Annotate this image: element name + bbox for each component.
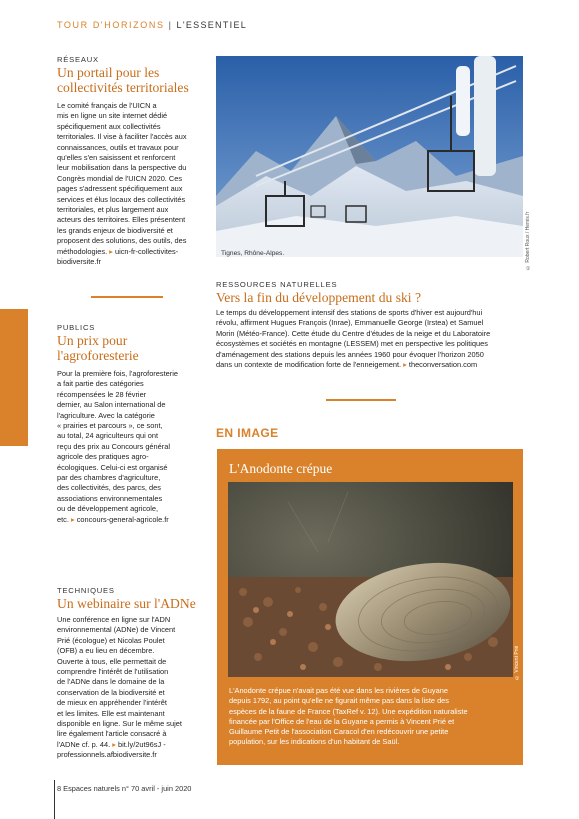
- article2-title: Vers la fin du développement du ski ?: [216, 290, 421, 305]
- section-header: [57, 20, 247, 30]
- body-line: territoriales. Il vise à faciliter l'accès aux: [57, 132, 187, 142]
- article4-link[interactable]: bit.ly/2ut96sJ -: [118, 739, 166, 749]
- body-line: L'Anodonte crépue n'avait pas été vue dans les rivières de Guyane: [229, 686, 448, 695]
- article2-link[interactable]: theconversation.com: [408, 360, 478, 370]
- body-line: de mieux en appréhender l'intérêt: [57, 698, 167, 708]
- body-line: depuis 1792, au point qu'elle ne figurait même pas dans la liste des: [229, 696, 449, 706]
- article1-body: [57, 101, 207, 268]
- body-line: Le temps du développement intensif des stations de sports d'hiver est aujourd'hui: [216, 308, 483, 317]
- body-line: associations environnementales: [57, 493, 163, 503]
- subsection-name: L'ESSENTIEL: [176, 20, 248, 30]
- body-line: [57, 515, 207, 525]
- article1-kicker: RÉSEAUX: [57, 55, 99, 64]
- arrow-icon: ▸: [107, 246, 115, 256]
- photo1-caption: Tignes, Rhône-Alpes.: [221, 250, 285, 257]
- body-line: mis en ligne un site internet dédié: [57, 111, 168, 121]
- body-line: l'agriculture. Avec la catégorie: [57, 410, 155, 420]
- body-line: révolu, affirment Hugues François (Inrae), Emmanuelle George (Irstea) et Samuel: [216, 318, 484, 328]
- body-line: Le comité français de l'UICN a: [57, 101, 157, 110]
- body-line: Guillaume Petit de l'association Caracol d'en redécouvrir une petite: [229, 727, 449, 737]
- body-line: disponible en ligne. Sur le même sujet: [57, 719, 182, 729]
- body-line: de l'ADNe dans le domaine de la: [57, 677, 165, 687]
- body-line: par des chambres d'agriculture,: [57, 473, 161, 483]
- body-line: Une conférence en ligne sur l'ADN: [57, 615, 171, 624]
- body-line: Pour la première fois, l'agroforesterie: [57, 369, 178, 378]
- header-separator: |: [168, 20, 173, 30]
- ski-lift-photo: [216, 56, 523, 257]
- article4-body: [57, 615, 207, 761]
- article1-link-cont[interactable]: biodiversite.fr: [57, 257, 101, 267]
- en-image-caption: [229, 686, 512, 748]
- body-line: « prairies et parcours », ce sont,: [57, 421, 163, 431]
- body-line: ou de développement agricole,: [57, 504, 159, 514]
- article2-kicker: RESSOURCES NATURELLES: [216, 280, 338, 289]
- body-line: (OFB) a eu lieu en décembre.: [57, 646, 155, 656]
- body-line: qu'elles s'en saisissent et renforcent: [57, 153, 176, 163]
- body-line: écologiques. Celui-ci est organisé: [57, 462, 168, 472]
- body-line: conservation de la biodiversité et: [57, 687, 165, 697]
- body-line: agricole des pratiques agro-: [57, 452, 149, 462]
- body-line: spécifiquement aux collectivités: [57, 121, 161, 131]
- body-line: lire également l'article consacré à: [57, 729, 167, 739]
- body-line: Prié (écologue) et Nicolas Poulet: [57, 635, 165, 645]
- article3-kicker: PUBLICS: [57, 323, 96, 332]
- body-line: des collectivités, des parcs, des: [57, 483, 161, 493]
- body-line: environnemental (ADNe) de Vincent: [57, 625, 176, 635]
- footer-rule: [54, 780, 55, 819]
- body-line: acteurs des territoires. Elles présentent: [57, 215, 186, 225]
- article3-link[interactable]: concours-general-agricole.fr: [76, 514, 169, 524]
- body-line: population, sur les indications d'un habitant de Saül.: [229, 737, 400, 747]
- article1-title-line2: collectivités territoriales: [57, 80, 189, 95]
- body-line: services et élus locaux des collectivités: [57, 194, 186, 204]
- body-line: d'aménagement des stations depuis les années 1960 pour évoquer l'horizon 2050: [216, 349, 484, 359]
- article4-kicker: TECHNIQUES: [57, 586, 115, 595]
- line-prefix: l'ADNe cf. p. 44.: [57, 739, 113, 749]
- body-line: Ouverte à tous, elle permettait de: [57, 656, 167, 666]
- body-line: récompensées le 28 février: [57, 389, 147, 399]
- divider: [326, 399, 396, 401]
- en-image-credit: © Vincent Prié: [514, 645, 520, 680]
- article3-title: [57, 333, 139, 363]
- arrow-icon: ▸: [70, 514, 77, 524]
- en-image-title: L'Anodonte crépue: [229, 461, 333, 476]
- body-line: comprendre l'intérêt de l'utilisation: [57, 667, 169, 677]
- body-line: au total, 24 agriculteurs qui ont: [57, 431, 159, 441]
- article1-title: [57, 65, 189, 95]
- section-name: TOUR D'HORIZONS: [57, 20, 165, 30]
- article3-title-line2: l'agroforesterie: [57, 348, 139, 363]
- line-prefix: etc.: [57, 514, 71, 524]
- en-image-label: EN IMAGE: [216, 426, 279, 440]
- body-line: et les limites. Elle est maintenant: [57, 708, 165, 718]
- mussel-photo: [228, 482, 513, 677]
- body-line: connaissances, outils et travaux pour: [57, 142, 179, 152]
- body-line: méthodologies. ▸ uicn-fr-collectivites-: [57, 246, 179, 256]
- article1-link[interactable]: uicn-fr-collectivites-: [114, 246, 179, 256]
- page-footer: 8 Espaces naturels n° 70 avril - juin 2020: [57, 784, 192, 793]
- body-line: Congrès mondial de l'UICN 2020. Ces: [57, 173, 183, 183]
- article3-title-line1: Un prix pour: [57, 333, 128, 348]
- body-line: pages s'adressent spécifiquement aux: [57, 184, 183, 194]
- arrow-icon: ▸: [401, 360, 409, 370]
- body-line: espèces de la faune de France (TaxRef v. 12). Une expédition naturaliste: [229, 706, 468, 716]
- body-line: proposent des solutions, des outils, des: [57, 236, 187, 246]
- body-line: reçu des prix au Concours général: [57, 441, 170, 451]
- body-line: écosystèmes et sociétés en montagne (LESSEM) met en perspective les politiques: [216, 339, 488, 349]
- body-line: leur mobilisation dans la perspective du: [57, 163, 187, 173]
- article2-body: [216, 308, 526, 370]
- body-line: [57, 740, 207, 750]
- divider: [91, 296, 163, 298]
- article4-link-cont[interactable]: professionnels.afbiodiversite.fr: [57, 750, 157, 760]
- article1-title-line1: Un portail pour les: [57, 65, 160, 80]
- body-line: a fait partie des catégories: [57, 379, 144, 389]
- body-line: les grands enjeux de biodiversité et: [57, 225, 173, 235]
- arrow-icon: ▸: [112, 739, 118, 749]
- body-line: Morin (Météo-France). Cette étude du Centre d'études de la neige et du Laboratoire: [216, 328, 491, 338]
- side-tab: [0, 309, 28, 446]
- body-line: dernier, au Salon international de: [57, 400, 166, 410]
- body-line: financée par l'Office de l'eau de la Guyane a permis à Vincent Prié et: [229, 716, 455, 726]
- photo1-credit: © Robert Roux / Hemis.fr: [525, 211, 531, 270]
- article3-body: [57, 369, 207, 525]
- article4-title: Un webinaire sur l'ADNe: [57, 596, 196, 611]
- body-line: territoriales, et plus largement aux: [57, 205, 169, 215]
- body-line: dans un contexte de modification forte de l'enneigement. ▸ theconversation.com: [216, 360, 478, 370]
